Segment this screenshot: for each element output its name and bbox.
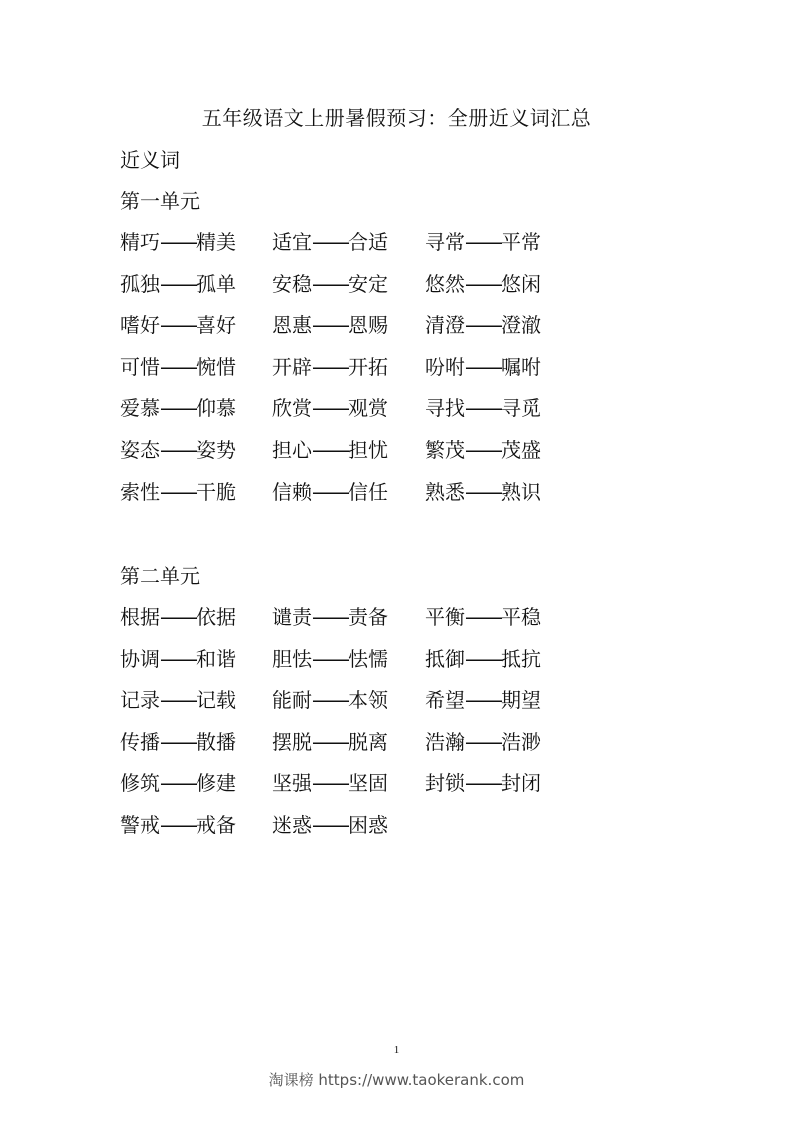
synonym-pair [425, 270, 541, 298]
dash-separator: —— [465, 646, 501, 671]
synonym-word: 喜好 [196, 313, 236, 338]
dash-separator: —— [465, 438, 501, 462]
word: 熟悉 [425, 479, 465, 504]
synonym-pair [425, 686, 541, 714]
synonym-pair [425, 436, 541, 464]
word: 谴责 [272, 605, 312, 629]
synonym-word: 精美 [196, 230, 236, 254]
synonym-word: 恩赐 [348, 313, 388, 338]
dash-separator: —— [160, 438, 196, 462]
dash-separator: —— [160, 313, 196, 338]
dash-separator: —— [312, 729, 348, 754]
synonym-pair [272, 311, 388, 339]
dash-separator: —— [160, 271, 196, 296]
synonym-pair [272, 769, 388, 797]
synonym-pair [120, 311, 236, 339]
synonym-word: 平常 [501, 230, 541, 254]
synonym-pair [425, 353, 541, 381]
unit-heading: 第一单元 [120, 189, 200, 213]
word: 嗜好 [120, 313, 160, 338]
synonym-word: 开拓 [348, 354, 388, 379]
word: 摆脱 [272, 729, 312, 754]
synonym-word: 坚固 [348, 771, 388, 796]
page-title: 五年级语文上册暑假预习：全册近义词汇总 [201, 106, 592, 130]
synonym-pair [272, 811, 388, 839]
synonym-word: 平稳 [501, 605, 541, 629]
synonym-word: 茂盛 [501, 438, 541, 462]
dash-separator: —— [465, 313, 501, 338]
word: 担心 [272, 438, 312, 462]
dash-separator: —— [465, 479, 501, 504]
word: 爱慕 [120, 396, 160, 421]
synonym-word: 合适 [348, 230, 388, 254]
word: 安稳 [272, 271, 312, 296]
section-heading: 近义词 [120, 148, 180, 172]
synonym-word: 姿势 [196, 438, 236, 462]
synonym-pair [120, 686, 236, 714]
dash-separator: —— [312, 646, 348, 671]
synonym-word: 和谐 [196, 646, 236, 671]
word: 寻找 [425, 396, 465, 421]
word: 索性 [120, 479, 160, 504]
word: 适宜 [272, 230, 312, 254]
page-number: 1 [393, 1044, 400, 1056]
synonym-word: 寻觅 [501, 396, 541, 421]
synonym-word: 困惑 [348, 813, 388, 837]
synonym-pair [272, 603, 388, 631]
synonym-pair [425, 394, 541, 422]
word: 迷惑 [272, 813, 312, 837]
dash-separator: —— [312, 479, 348, 504]
synonym-word: 记载 [196, 688, 236, 713]
synonym-word: 干脆 [196, 479, 236, 504]
dash-separator: —— [160, 479, 196, 504]
word: 抵御 [425, 646, 465, 671]
synonym-word: 浩渺 [501, 729, 541, 754]
word: 封锁 [425, 771, 465, 796]
word: 希望 [425, 688, 465, 713]
dash-separator: —— [160, 771, 196, 796]
dash-separator: —— [312, 688, 348, 713]
synonym-word: 惋惜 [196, 354, 236, 379]
word: 坚强 [272, 771, 312, 796]
dash-separator: —— [160, 688, 196, 713]
dash-separator: —— [312, 271, 348, 296]
word: 记录 [120, 688, 160, 713]
unit-heading: 第二单元 [120, 564, 200, 588]
dash-separator: —— [465, 729, 501, 754]
dash-separator: —— [160, 605, 196, 629]
word: 能耐 [272, 688, 312, 713]
synonym-pair [120, 728, 236, 756]
dash-separator: —— [465, 271, 501, 296]
synonym-word: 本领 [348, 688, 388, 713]
word: 孤独 [120, 271, 160, 296]
dash-separator: —— [312, 230, 348, 254]
synonym-word: 脱离 [348, 729, 388, 754]
synonym-pair [272, 270, 388, 298]
synonym-pair [425, 603, 541, 631]
synonym-pair [425, 769, 541, 797]
synonym-word: 熟识 [501, 479, 541, 504]
word: 平衡 [425, 605, 465, 629]
word: 浩瀚 [425, 729, 465, 754]
synonym-word: 担忧 [348, 438, 388, 462]
synonym-pair [272, 686, 388, 714]
synonym-pair [120, 645, 236, 673]
dash-separator: —— [160, 396, 196, 421]
dash-separator: —— [312, 813, 348, 837]
synonym-word: 观赏 [348, 396, 388, 421]
word: 胆怯 [272, 646, 312, 671]
synonym-word: 安定 [348, 271, 388, 296]
synonym-word: 期望 [501, 688, 541, 713]
synonym-word: 依据 [196, 605, 236, 629]
synonym-word: 封闭 [501, 771, 541, 796]
synonym-pair [120, 603, 236, 631]
word: 修筑 [120, 771, 160, 796]
synonym-pair [120, 478, 236, 506]
word: 欣赏 [272, 396, 312, 421]
synonym-pair [425, 645, 541, 673]
word: 信赖 [272, 479, 312, 504]
synonym-pair [425, 728, 541, 756]
dash-separator: —— [465, 771, 501, 796]
word: 繁茂 [425, 438, 465, 462]
word: 吩咐 [425, 354, 465, 379]
synonym-pair [120, 394, 236, 422]
synonym-word: 责备 [348, 605, 388, 629]
word: 传播 [120, 729, 160, 754]
dash-separator: —— [465, 396, 501, 421]
synonym-word: 嘱咐 [501, 354, 541, 379]
dash-separator: —— [312, 396, 348, 421]
synonym-word: 信任 [348, 479, 388, 504]
dash-separator: —— [312, 771, 348, 796]
word: 警戒 [120, 813, 160, 837]
synonym-pair [272, 228, 388, 256]
synonym-pair [272, 436, 388, 464]
word: 开辟 [272, 354, 312, 379]
word: 寻常 [425, 230, 465, 254]
word: 精巧 [120, 230, 160, 254]
synonym-pair [120, 353, 236, 381]
word: 恩惠 [272, 313, 312, 338]
dash-separator: —— [465, 688, 501, 713]
dash-separator: —— [312, 438, 348, 462]
word: 根据 [120, 605, 160, 629]
synonym-pair [272, 728, 388, 756]
synonym-word: 仰慕 [196, 396, 236, 421]
synonym-pair [272, 353, 388, 381]
synonym-word: 孤单 [196, 271, 236, 296]
synonym-word: 抵抗 [501, 646, 541, 671]
synonym-word: 散播 [196, 729, 236, 754]
synonym-pair [120, 811, 236, 839]
synonym-pair [272, 478, 388, 506]
dash-separator: —— [312, 313, 348, 338]
dash-separator: —— [160, 729, 196, 754]
footer-watermark: 淘课榜 https://www.taokerank.com [268, 1071, 525, 1089]
synonym-word: 怯懦 [348, 646, 388, 671]
word: 协调 [120, 646, 160, 671]
synonym-pair [425, 478, 541, 506]
synonym-word: 澄澈 [501, 313, 541, 338]
dash-separator: —— [312, 605, 348, 629]
synonym-pair [425, 311, 541, 339]
word: 清澄 [425, 313, 465, 338]
synonym-pair [120, 228, 236, 256]
dash-separator: —— [160, 813, 196, 837]
synonym-word: 悠闲 [501, 271, 541, 296]
synonym-pair [120, 270, 236, 298]
synonym-pair [425, 228, 541, 256]
word: 姿态 [120, 438, 160, 462]
dash-separator: —— [160, 646, 196, 671]
dash-separator: —— [312, 354, 348, 379]
synonym-pair [120, 436, 236, 464]
dash-separator: —— [465, 605, 501, 629]
dash-separator: —— [160, 354, 196, 379]
dash-separator: —— [465, 230, 501, 254]
dash-separator: —— [160, 230, 196, 254]
synonym-word: 戒备 [196, 813, 236, 837]
synonym-pair [120, 769, 236, 797]
word: 可惜 [120, 354, 160, 379]
synonym-pair [272, 645, 388, 673]
dash-separator: —— [465, 354, 501, 379]
synonym-pair [272, 394, 388, 422]
word: 悠然 [425, 271, 465, 296]
synonym-word: 修建 [196, 771, 236, 796]
